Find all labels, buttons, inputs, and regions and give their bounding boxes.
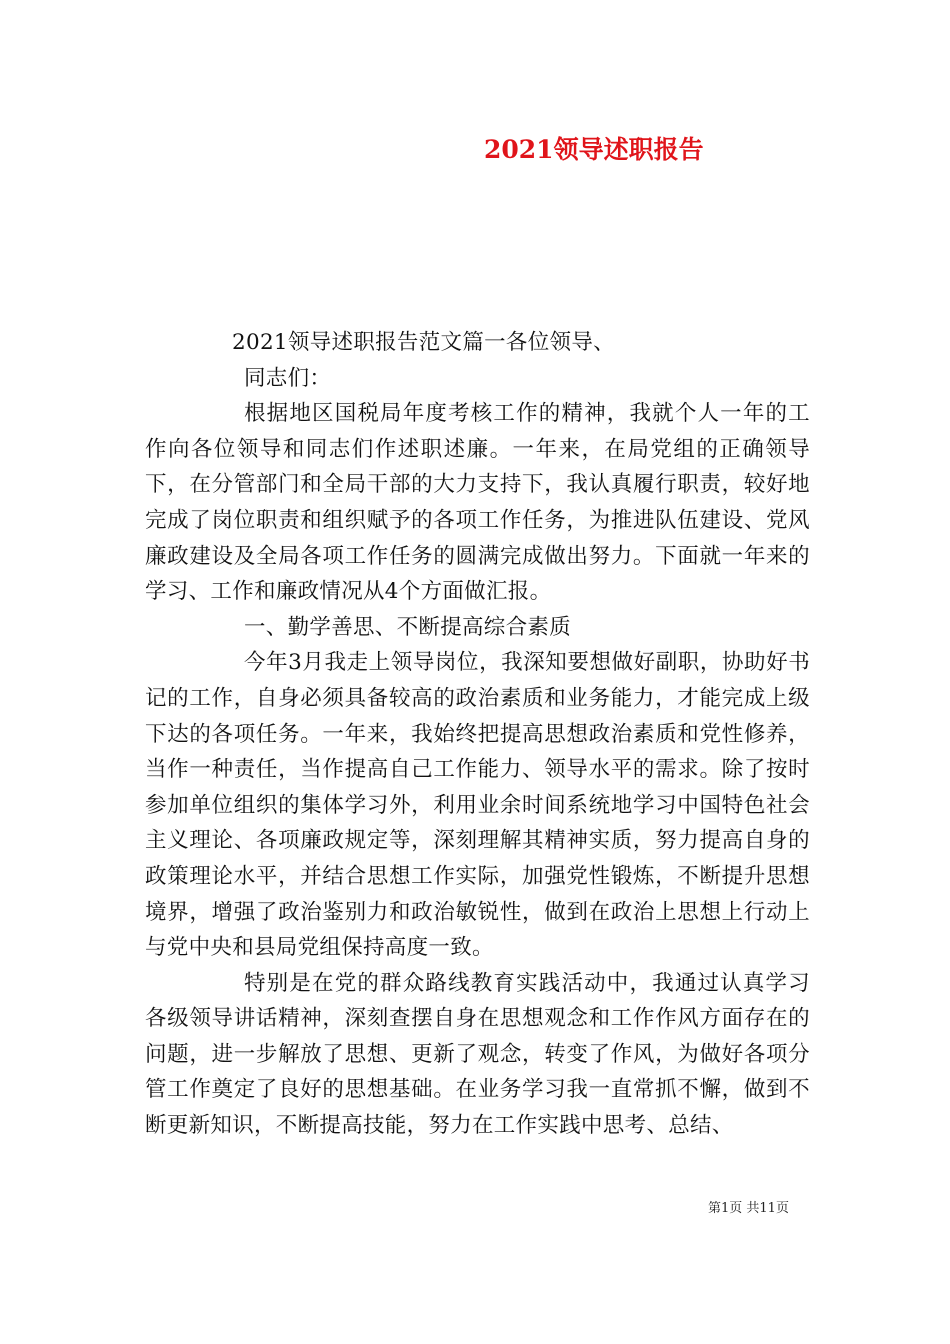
intro-paragraph: 2021领导述职报告范文篇一各位领导、 — [232, 330, 615, 355]
body-paragraph: 今年3月我走上领导岗位，我深知要想做好副职，协助好书记的工作，自身必须具备较高的政治素质和业务能力，才能完成上级下达的各项任务。一年来，我始终把提高思想政治素质和党性修养，当作一种责任，当作提高自己工作能力、领导水平的需求。除了按时参加单位组织的集体学习外，利用业余时间系统地学习中国特色社会主义理论、各项廉政规定等，深刻理解其精神实质，努力提高自身的政策理论水平，并结合思想工作实际，加强党性锻炼，不断提升思想境界，增强了政治鉴别力和政治敏锐性，做到在政治上思想上行动上与党中央和县局党组保持高度一致。 — [145, 650, 810, 961]
salutation-paragraph: 同志们： — [244, 365, 332, 391]
document-body — [145, 325, 810, 1144]
document-title: 2021领导述职报告 — [484, 135, 704, 164]
body-paragraph: 根据地区国税局年度考核工作的精神，我就个人一年的工作向各位领导和同志们作述职述廉。一年来，在局党组的正确领导下，在分管部门和全局干部的大力支持下，我认真履行职责，较好地完成了岗位职责和组织赋予的各项工作任务，为推进队伍建设、党风廉政建设及全局各项工作任务的圆满完成做出努力。下面就一年来的学习、工作和廉政情况从4个方面做汇报。 — [145, 401, 810, 605]
section-heading: 一、勤学善思、不断提高综合素质 — [244, 614, 572, 640]
page-number-footer: 第1页 共11页 — [708, 1201, 789, 1216]
body-paragraph: 特别是在党的群众路线教育实践活动中，我通过认真学习各级领导讲话精神，深刻查摆自身在思想观念和工作作风方面存在的问题，进一步解放了思想、更新了观念，转变了作风，为做好各项分管工作奠定了良好的思想基础。在业务学习我一直常抓不懈，做到不断更新知识，不断提高技能，努力在工作实践中思考、总结、 — [145, 970, 810, 1139]
